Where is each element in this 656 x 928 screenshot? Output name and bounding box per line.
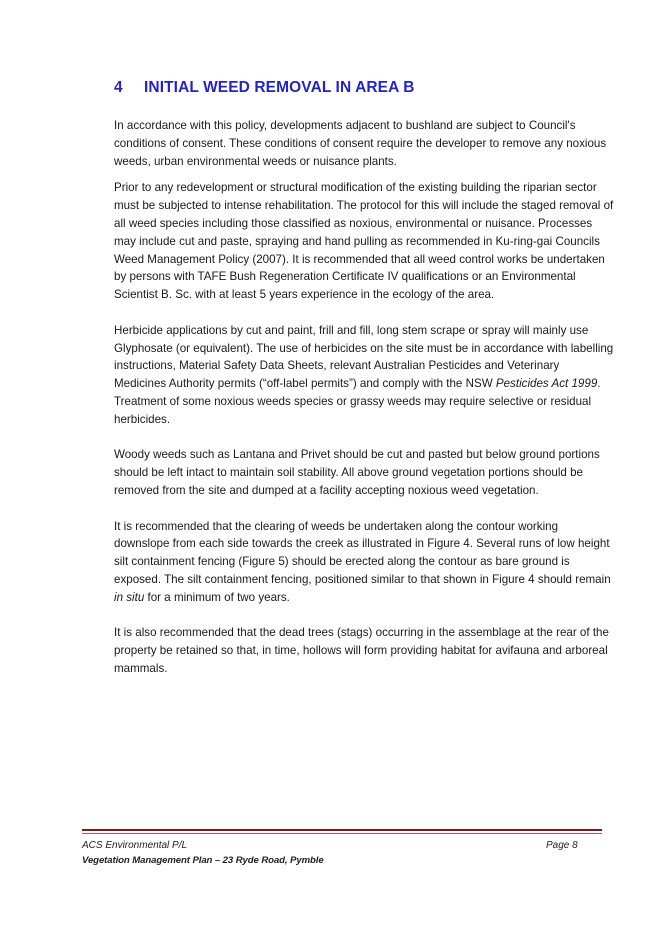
paragraph-5: [114, 518, 614, 607]
paragraph-3: [114, 322, 614, 429]
paragraph-3-text-b: . Treatment of some noxious weeds species or grassy weeds may require selective or residual herbicides.: [114, 377, 601, 426]
paragraph-5-text-a: It is recommended that the clearing of weeds be undertaken along the contour working downslope from each side towards the creek as illustrated in Figure 4. Several runs of low height silt containment fencing (Figure 5) should be erected along the contour as bare ground is exposed. The silt containment fencing, positioned similar to that shown in Figure 4 should remain: [114, 519, 611, 586]
section-body: [114, 117, 614, 678]
footer-rule-thin: [82, 833, 602, 834]
paragraph-2: Prior to any redevelopment or structural modification of the existing building the riparian sector must be subjected to intense rehabilitation. The protocol for this will include the staged removal of all weed species including those classified as noxious, environmental or nuisance. Processes may include cut and paste, spraying and hand pulling as recommended in Ku-ring-gai Councils Weed Management Policy (2007). It is recommended that all weed control works be undertaken by persons with TAFE Bush Regeneration Certificate IV qualifications or an Environmental Scientist B. Sc. with at least 5 years experience in the ecology of the area.: [114, 181, 614, 302]
section-title: INITIAL WEED REMOVAL IN AREA B: [144, 79, 415, 96]
section-heading: [114, 79, 614, 97]
paragraph-4: Woody weeds such as Lantana and Privet should be cut and pasted but below ground portions should be left intact to maintain soil stability. All above ground vegetation portions should be removed from the site and dumped at a facility accepting noxious weed vegetation.: [114, 448, 600, 497]
paragraph-5-text-b: for a minimum of two years.: [144, 590, 290, 604]
paragraph-1: In accordance with this policy, developments adjacent to bushland are subject to Council's conditions of consent. These conditions of consent require the developer to remove any noxious weeds, urban environmental weeds or nuisance plants.: [114, 119, 607, 168]
page-number: Page 8: [546, 840, 578, 851]
section-number: 4: [114, 79, 123, 96]
footer-rule: [82, 829, 602, 831]
paragraph-3-text-a: Herbicide applications by cut and paint, frill and fill, long stem scrape or spray will mainly use Glyphosate (or equivalent). The use of herbicides on the site must be in accordance with labelling instructions, Material Safety Data Sheets, relevant Australian Pesticides and Veterinary Medicines Authority permits (“off-label permits”) and comply with the NSW: [114, 323, 614, 391]
footer-plan-title: Vegetation Management Plan – 23 Ryde Road, Pymble: [82, 855, 324, 866]
footer-left: [82, 838, 324, 868]
paragraph-6: It is also recommended that the dead trees (stags) occurring in the assemblage at the rear of the property be retained so that, in time, hollows will form providing habitat for avifauna and arboreal mammals.: [114, 626, 609, 675]
act-citation: Pesticides Act 1999: [495, 377, 598, 391]
footer-company: ACS Environmental P/L: [82, 840, 188, 851]
in-situ-term: in situ: [114, 590, 145, 604]
